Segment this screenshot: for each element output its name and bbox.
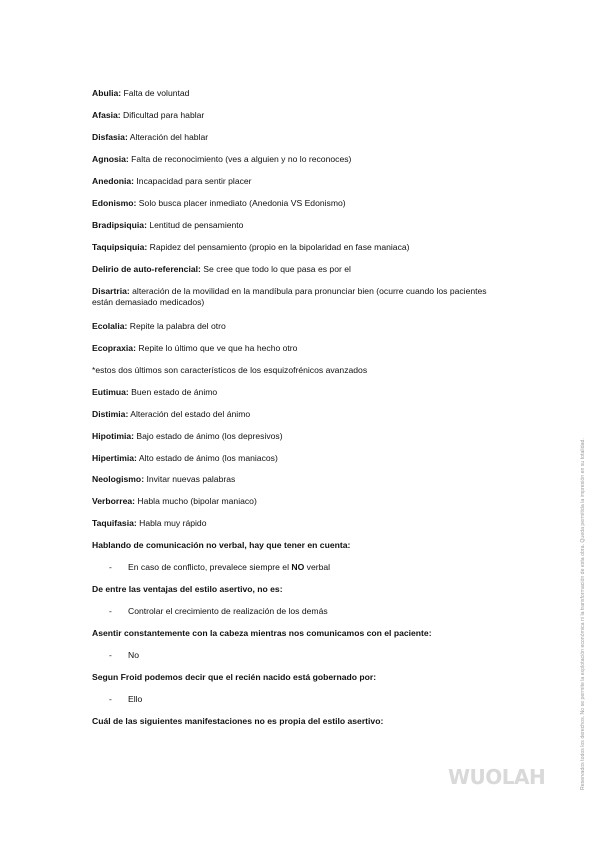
definition-item: Anedonia: Incapacidad para sentir placer <box>92 176 252 186</box>
definition: Se cree que todo lo que pasa es por el <box>200 264 351 274</box>
term: Eutimua <box>92 387 126 397</box>
term: Verborrea <box>92 496 133 506</box>
bullet-dash: - <box>109 650 112 660</box>
term: Delirio de auto-referencial <box>92 264 199 274</box>
term: Disartria <box>92 286 127 296</box>
bullet-dash: - <box>109 694 112 704</box>
definition-item: Taquipsiquia: Rapidez del pensamiento (propio en la bipolaridad en fase maniaca) <box>92 242 410 252</box>
question: Segun Froid podemos decir que el recién nacido está gobernado por: <box>92 672 377 682</box>
term: Ecolalia <box>92 321 125 331</box>
definition-item: Bradipsiquia: Lentitud de pensamiento <box>92 220 244 230</box>
bullet-dash: - <box>109 606 112 616</box>
definition-item: Afasia: Dificultad para hablar <box>92 110 205 120</box>
wuolah-logo: WUOLAH <box>448 765 546 789</box>
definition-item: Verborrea: Habla mucho (bipolar maniaco) <box>92 496 257 506</box>
definition: Solo busca placer inmediato (Anedonia VS Edonismo) <box>136 198 346 208</box>
term: Distimia <box>92 409 126 419</box>
definition: Alteración del hablar <box>127 132 209 142</box>
copyright-notice: Reservados todos los derechos. No se permite la explotación económica ni la transformación de esta obra. Queda permitida la impresión en su totalidad. <box>580 438 586 790</box>
definition-item: Disfasia: Alteración del hablar <box>92 132 209 142</box>
definition-item: Taquifasia: Habla muy rápido <box>92 518 207 528</box>
definition: Alto estado de ánimo (los maniacos) <box>136 453 278 463</box>
definition: Repite lo último que ve que ha hecho otro <box>135 343 298 353</box>
definition: Buen estado de ánimo <box>128 387 218 397</box>
definition-item: Eutimua: Buen estado de ánimo <box>92 387 218 397</box>
definition-item: Agnosia: Falta de reconocimiento (ves a alguien y no lo reconoces) <box>92 154 352 164</box>
definition: Bajo estado de ánimo (los depresivos) <box>134 431 283 441</box>
definition: Rapidez del pensamiento (propio en la bipolaridad en fase maniaca) <box>147 242 410 252</box>
term: Afasia <box>92 110 118 120</box>
definition-item: Disartria: alteración de la movilidad en la mandíbula para pronunciar bien (ocurre cuando los pacientes están demasiado medicados) <box>92 286 487 307</box>
definition: Habla mucho (bipolar maniaco) <box>135 496 257 506</box>
question: De entre las ventajas del estilo asertivo, no es: <box>92 584 283 594</box>
term: Hipotimia <box>92 431 132 441</box>
definition-item: Hipotimia: Bajo estado de ánimo (los depresivos) <box>92 431 283 441</box>
term: Taquifasia <box>92 518 134 528</box>
term: Edonismo <box>92 198 134 208</box>
definition: alteración de la movilidad en la mandíbula para pronunciar bien (ocurre cuando los pacientes están demasiado medicados) <box>92 286 487 307</box>
term: Anedonia <box>92 176 132 186</box>
definition: Invitar nuevas palabras <box>144 474 236 484</box>
definition: Falta de voluntad <box>121 88 190 98</box>
question: Cuál de las siguientes manifestaciones no es propia del estilo asertivo: <box>92 716 384 726</box>
definition: Incapacidad para sentir placer <box>134 176 252 186</box>
definition-item: Neologismo: Invitar nuevas palabras <box>92 474 236 484</box>
definition: Falta de reconocimiento (ves a alguien y no lo reconoces) <box>128 154 352 164</box>
definition: Lentitud de pensamiento <box>146 220 244 230</box>
term: Neologismo <box>92 474 142 484</box>
term: Hipertimia <box>92 453 135 463</box>
term: Bradipsiquia <box>92 220 145 230</box>
definition-item: Edonismo: Solo busca placer inmediato (Anedonia VS Edonismo) <box>92 198 346 208</box>
term: Disfasia <box>92 132 125 142</box>
definition-item: Hipertimia: Alto estado de ánimo (los maniacos) <box>92 453 278 463</box>
footnote: *estos dos últimos son característicos de los esquizofrénicos avanzados <box>92 365 368 375</box>
definition-item: Distimia: Alteración del estado del ánimo <box>92 409 251 419</box>
definition: Alteración del estado del ánimo <box>128 409 251 419</box>
term: Ecopraxia <box>92 343 134 353</box>
term: Agnosia <box>92 154 126 164</box>
definition-item: Ecopraxia: Repite lo último que ve que ha hecho otro <box>92 343 298 353</box>
bullet-dash: - <box>109 562 112 572</box>
definition-item: Delirio de auto-referencial: Se cree que todo lo que pasa es por el <box>92 264 351 274</box>
definition: Dificultad para hablar <box>120 110 205 120</box>
definition-item: Ecolalia: Repite la palabra del otro <box>92 321 226 331</box>
question: Hablando de comunicación no verbal, hay que tener en cuenta: <box>92 540 351 550</box>
definition: Repite la palabra del otro <box>127 321 226 331</box>
term: Taquipsiquia <box>92 242 145 252</box>
definition: Habla muy rápido <box>136 518 207 528</box>
term: Abulia <box>92 88 119 98</box>
question: Asentir constantemente con la cabeza mientras nos comunicamos con el paciente: <box>92 628 432 638</box>
definition-item: Abulia: Falta de voluntad <box>92 88 190 98</box>
